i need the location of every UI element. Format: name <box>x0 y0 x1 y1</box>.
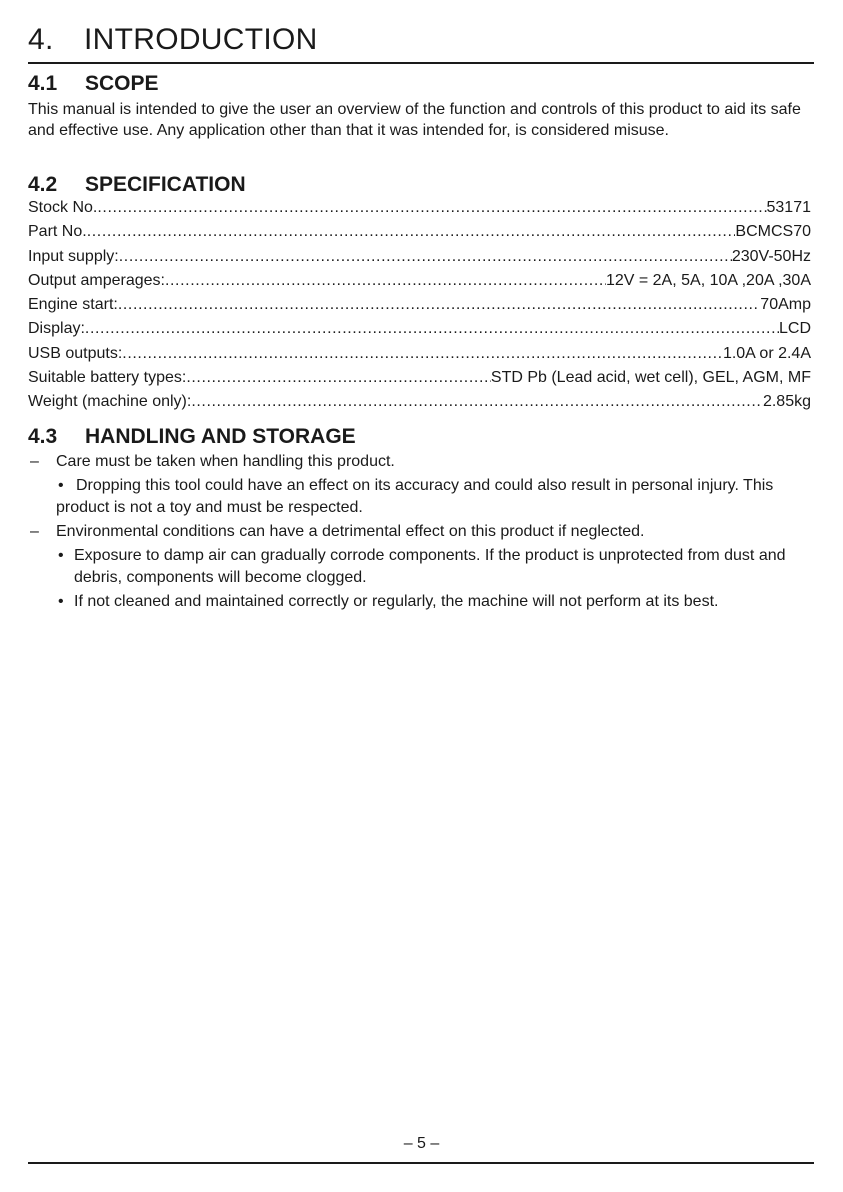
specification-number: 4.2 <box>28 173 58 196</box>
bullet-marker: • <box>58 547 64 564</box>
heading-rule <box>28 62 814 64</box>
spec-leader <box>191 393 763 411</box>
bullet-text: Exposure to damp air can gradually corrode components. If the product is unprotected from dust and debris, components will become clogged. <box>74 547 786 586</box>
spec-row <box>28 345 811 369</box>
list-item-text: Environmental conditions can have a detrimental effect on this product if neglected. <box>56 523 645 540</box>
spec-value: 70Amp <box>760 296 811 314</box>
spec-label: Suitable battery types: <box>28 369 187 387</box>
spec-row <box>28 296 811 320</box>
spec-leader <box>97 199 766 217</box>
handling-heading <box>28 424 814 450</box>
bullet-item <box>28 475 814 519</box>
spec-label: Display: <box>28 320 85 338</box>
section-title: INTRODUCTION <box>84 23 318 56</box>
spec-value: 12V = 2A, 5A, 10A ,20A ,30A <box>605 271 811 289</box>
dash-marker: – <box>30 523 39 540</box>
footer-rule <box>28 1162 814 1164</box>
scope-title: SCOPE <box>85 72 159 95</box>
handling-list <box>28 451 814 615</box>
list-item <box>28 521 814 543</box>
spec-value: 1.0A or 2.4A <box>722 344 811 362</box>
spec-row <box>28 199 811 223</box>
dash-marker: – <box>30 453 39 470</box>
spec-row <box>28 248 811 272</box>
spec-leader <box>87 223 736 241</box>
spec-value: 2.85kg <box>762 393 811 411</box>
spec-row <box>28 393 811 417</box>
bullet-item <box>28 545 814 589</box>
handling-number: 4.3 <box>28 425 58 448</box>
specification-heading <box>28 172 814 198</box>
scope-paragraph: This manual is intended to give the user an overview of the function and controls of this product to aid its safe and effective use. Any application other than that it was intended for, is considered misuse. <box>28 101 801 139</box>
scope-number: 4.1 <box>28 72 58 95</box>
spec-leader <box>165 272 606 290</box>
spec-leader <box>186 369 491 387</box>
specification-table <box>28 199 811 418</box>
spec-value: BCMCS70 <box>735 223 811 241</box>
spec-row <box>28 320 811 344</box>
spec-row <box>28 369 811 393</box>
spec-label: Output amperages: <box>28 271 165 289</box>
section-heading <box>28 22 814 58</box>
section-number: 4. <box>28 23 54 56</box>
spec-label: Part No. <box>28 223 87 241</box>
spec-label: Stock No. <box>28 199 98 216</box>
spec-leader <box>119 248 732 266</box>
specification-title: SPECIFICATION <box>85 173 246 196</box>
list-item <box>28 451 814 473</box>
spec-value: 53171 <box>766 199 811 216</box>
bullet-text: Dropping this tool could have an effect on its accuracy and could also result in personal injury. This product is not a toy and must be respected. <box>56 477 774 516</box>
spec-label: USB outputs: <box>28 344 123 362</box>
bullet-marker: • <box>58 593 64 610</box>
spec-row <box>28 223 811 247</box>
spec-value: LCD <box>778 320 811 338</box>
spec-label: Input supply: <box>28 247 119 265</box>
spec-leader <box>85 320 779 338</box>
spec-row <box>28 272 811 296</box>
spec-label: Weight (machine only): <box>28 393 192 411</box>
list-item-text: Care must be taken when handling this product. <box>56 453 395 470</box>
bullet-text: If not cleaned and maintained correctly or regularly, the machine will not perform at its best. <box>74 593 719 610</box>
bullet-item <box>28 591 814 613</box>
spec-leader <box>122 345 723 363</box>
scope-heading <box>28 71 814 97</box>
bullet-marker: • <box>58 477 64 494</box>
handling-title: HANDLING AND STORAGE <box>85 425 356 448</box>
spec-leader <box>118 296 760 314</box>
spec-value: STD Pb (Lead acid, wet cell), GEL, AGM, MF <box>490 369 811 387</box>
spec-value: 230V-50Hz <box>731 247 811 265</box>
page-number: – 5 – <box>403 1135 440 1152</box>
spec-label: Engine start: <box>28 296 118 314</box>
